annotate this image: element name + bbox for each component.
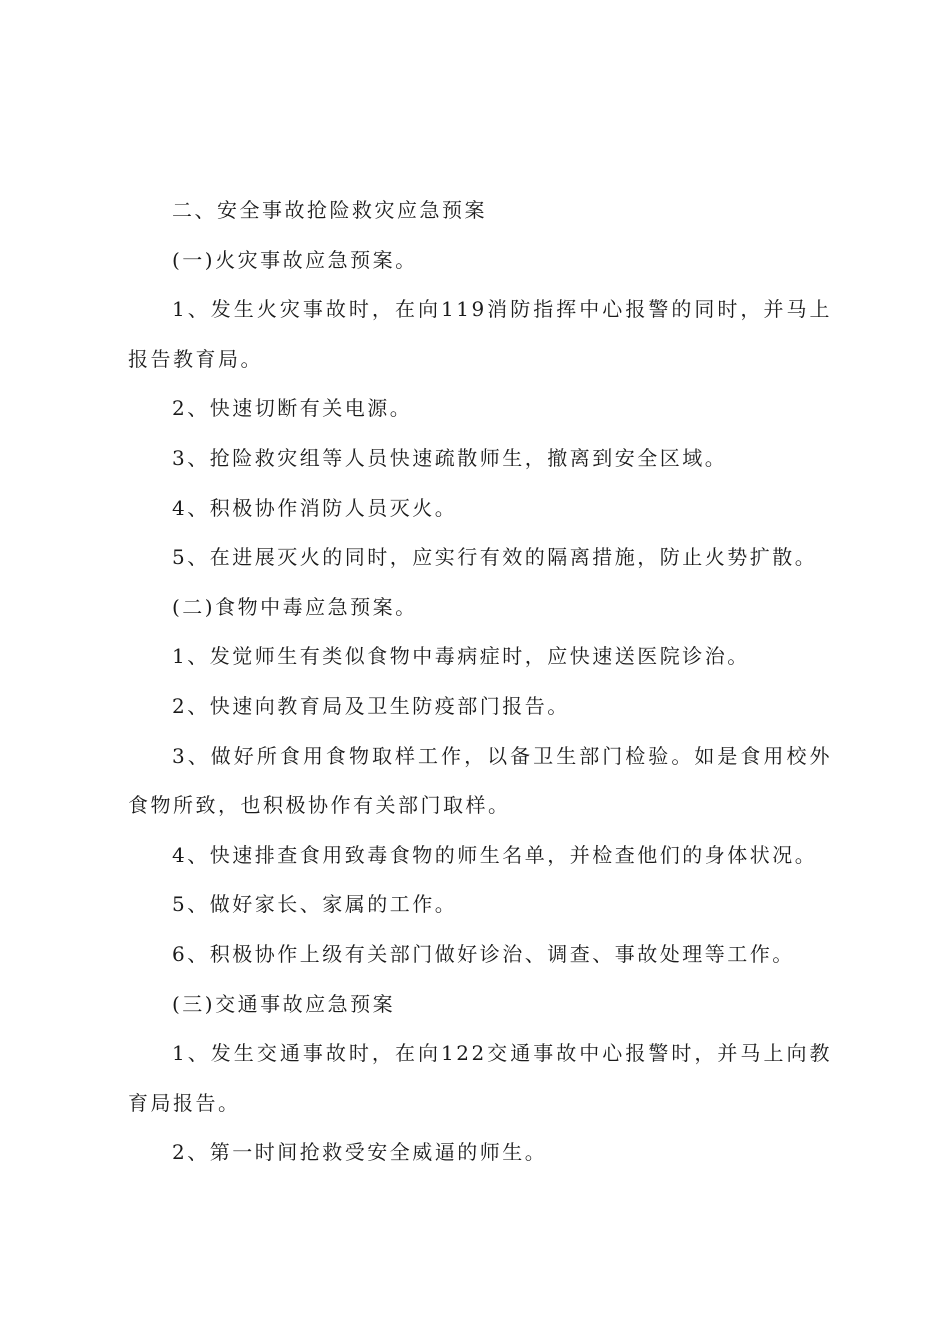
food-step-6: 6、积极协作上级有关部门做好诊治、调查、事故处理等工作。 — [172, 941, 795, 966]
subsection-heading-traffic: (三)交通事故应急预案 — [172, 991, 396, 1016]
section-heading: 二、安全事故抢险救灾应急预案 — [172, 198, 487, 222]
fire-step-5: 5、在进展灭火的同时，应实行有效的隔离措施，防止火势扩散。 — [172, 545, 818, 570]
fire-step-1: 1、发生火灾事故时，在向119消防指挥中心报警的同时，并马上报告教育局。 — [128, 297, 832, 371]
traffic-step-2: 2、第一时间抢救受安全威逼的师生。 — [172, 1140, 548, 1165]
traffic-step-1: 1、发生交通事故时，在向122交通事故中心报警时，并马上向教育局报告。 — [128, 1041, 832, 1115]
subsection-heading-food: (二)食物中毒应急预案。 — [172, 594, 418, 619]
fire-step-4: 4、积极协作消防人员灭火。 — [172, 495, 458, 520]
document-body — [128, 186, 832, 1178]
fire-step-3: 3、抢险救灾组等人员快速疏散师生，撤离到安全区域。 — [172, 445, 728, 470]
subsection-heading-fire: (一)火灾事故应急预案。 — [172, 247, 418, 272]
food-step-3: 3、做好所食用食物取样工作，以备卫生部门检验。如是食用校外食物所致，也积极协作有关部门取样。 — [128, 743, 832, 818]
fire-step-2: 2、快速切断有关电源。 — [172, 396, 413, 421]
food-step-1: 1、发觉师生有类似食物中毒病症时，应快速送医院诊治。 — [172, 644, 750, 669]
food-step-2: 2、快速向教育局及卫生防疫部门报告。 — [172, 693, 570, 718]
food-step-4: 4、快速排查食用致毒食物的师生名单，并检查他们的身体状况。 — [172, 842, 818, 867]
food-step-5: 5、做好家长、家属的工作。 — [172, 892, 458, 917]
